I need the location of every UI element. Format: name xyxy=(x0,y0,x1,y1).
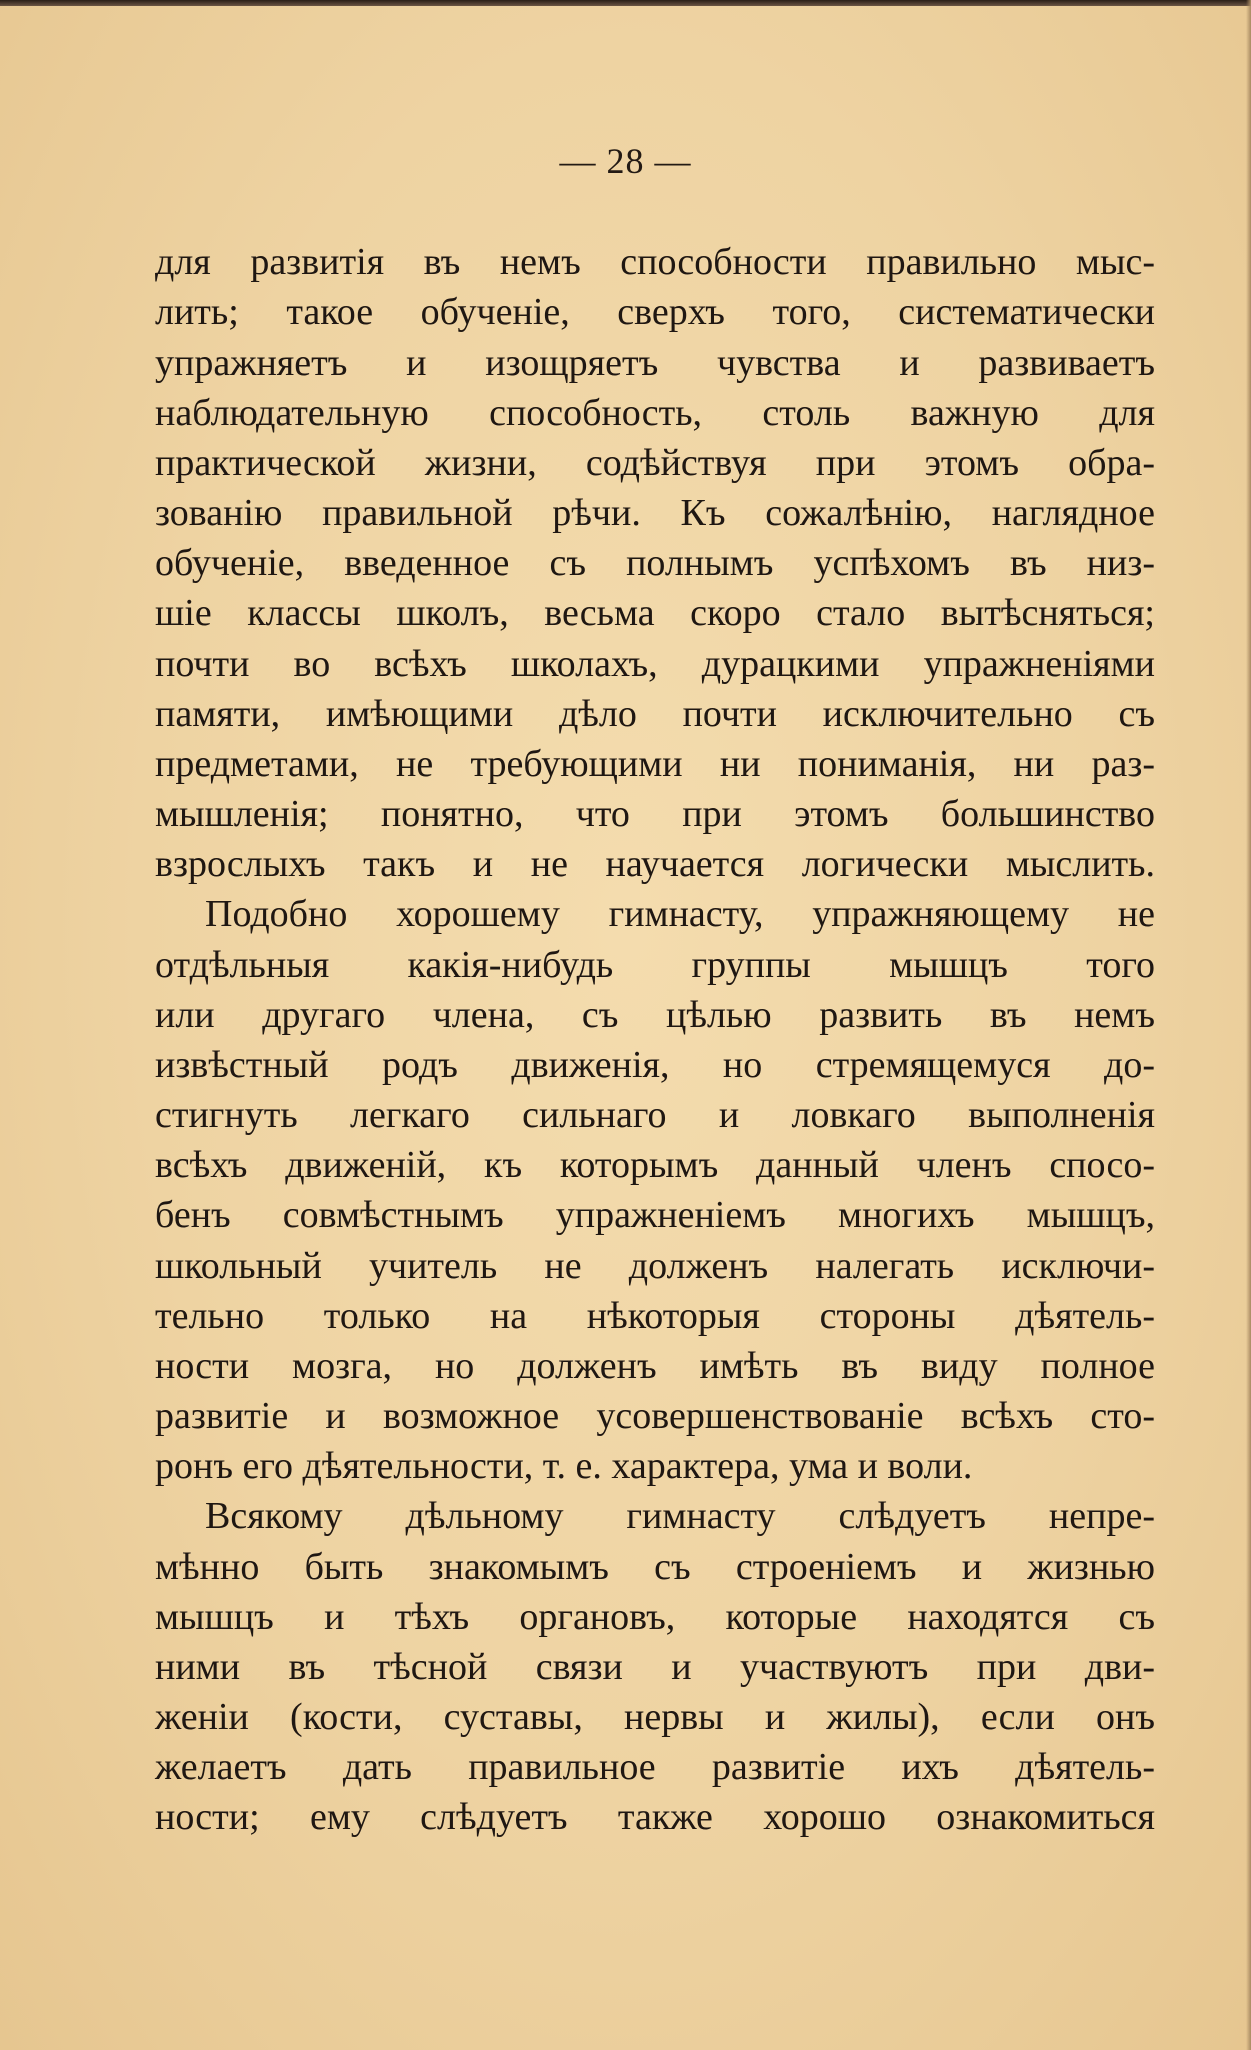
text-line: практической жизни, содѣйствуя при этомъ обра- xyxy=(155,442,1155,484)
text-line: мѣнно быть знакомымъ съ строеніемъ и жизнью xyxy=(155,1546,1155,1588)
text-line: ности мозга, но долженъ имѣть въ виду полное xyxy=(155,1345,1155,1387)
text-line: женіи (кости, суставы, нервы и жилы), если онъ xyxy=(155,1696,1155,1738)
text-line: упражняетъ и изощряетъ чувства и развиваетъ xyxy=(155,342,1155,384)
page-number: — 28 — xyxy=(559,141,692,181)
page-top-edge xyxy=(0,0,1251,6)
text-line: ними въ тѣсной связи и участвуютъ при дви- xyxy=(155,1646,1155,1688)
text-line: мышцъ и тѣхъ органовъ, которые находятся съ xyxy=(155,1596,1155,1638)
text-line: извѣстный родъ движенія, но стремящемуся до- xyxy=(155,1044,1155,1086)
text-line: предметами, не требующими ни пониманія, ни раз- xyxy=(155,743,1155,785)
text-line: тельно только на нѣкоторыя стороны дѣятель- xyxy=(155,1295,1155,1337)
text-line: почти во всѣхъ школахъ, дурацкими упражненіями xyxy=(155,643,1155,685)
text-line: обученіе, введенное съ полнымъ успѣхомъ въ низ- xyxy=(155,542,1155,584)
text-line: лить; такое обученіе, сверхъ того, систематически xyxy=(155,291,1155,333)
text-line: стигнуть легкаго сильнаго и ловкаго выполненія xyxy=(155,1094,1155,1136)
paragraph-first-line: Подобно хорошему гимнасту, упражняющему не xyxy=(205,893,1155,935)
text-line: желаетъ дать правильное развитіе ихъ дѣятель- xyxy=(155,1746,1155,1788)
text-line: для развитія въ немъ способности правильно мыс- xyxy=(155,241,1155,283)
text-line: зованію правильной рѣчи. Къ сожалѣнію, наглядное xyxy=(155,492,1155,534)
page-right-edge xyxy=(1246,0,1251,2050)
paragraph-first-line: Всякому дѣльному гимнасту слѣдуетъ непре- xyxy=(205,1495,1155,1537)
text-line: всѣхъ движеній, къ которымъ данный членъ спосо- xyxy=(155,1144,1155,1186)
text-line: памяти, имѣющими дѣло почти исключительно съ xyxy=(155,693,1155,735)
text-line: шіе классы школъ, весьма скоро стало вытѣсняться; xyxy=(155,592,1155,634)
text-line: наблюдательную способность, столь важную для xyxy=(155,392,1155,434)
text-line: бенъ совмѣстнымъ упражненіемъ многихъ мышцъ, xyxy=(155,1194,1155,1236)
text-line: ности; ему слѣдуетъ также хорошо ознакомиться xyxy=(155,1796,1155,1838)
text-line: мышленія; понятно, что при этомъ большинство xyxy=(155,793,1155,835)
text-line: отдѣльныя какія-нибудь группы мышцъ того xyxy=(155,944,1155,986)
text-line: или другаго члена, съ цѣлью развить въ немъ xyxy=(155,994,1155,1036)
text-line: развитіе и возможное усовершенствованіе всѣхъ сто- xyxy=(155,1395,1155,1437)
text-line: школьный учитель не долженъ налегать исключи- xyxy=(155,1245,1155,1287)
text-line: взрослыхъ такъ и не научается логически мыслить. xyxy=(155,843,1155,885)
text-line: ронъ его дѣятельности, т. е. характера, ума и воли. xyxy=(155,1445,973,1487)
